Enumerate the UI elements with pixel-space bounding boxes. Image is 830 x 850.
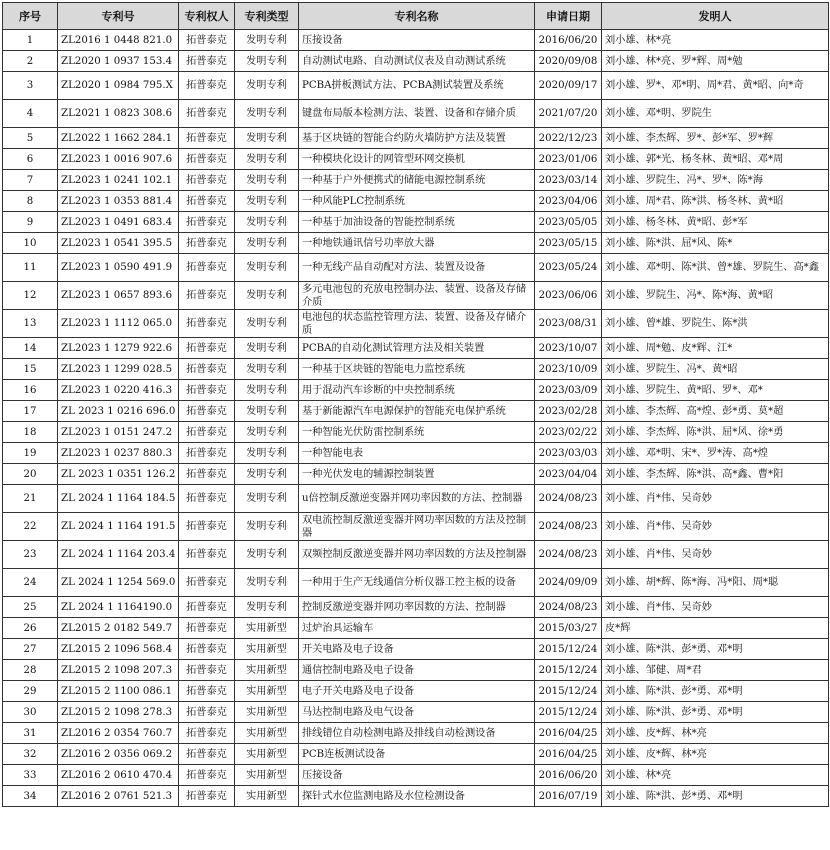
cell-no: 22 <box>3 513 58 541</box>
cell-type: 发明专利 <box>235 170 299 191</box>
cell-inventors: 刘小雄、李杰辉、高*煌、彭*勇、莫*超 <box>602 401 829 422</box>
cell-no: 33 <box>3 765 58 786</box>
cell-owner: 拓普泰克 <box>179 639 235 660</box>
cell-patent-no: ZL2016 1 0448 821.0 <box>58 30 179 51</box>
cell-no: 10 <box>3 233 58 254</box>
cell-type: 发明专利 <box>235 30 299 51</box>
cell-owner: 拓普泰克 <box>179 170 235 191</box>
cell-date: 2023/10/07 <box>535 338 602 359</box>
cell-inventors: 刘小雄、胡*辉、陈*海、冯*阳、周*聪 <box>602 569 829 597</box>
cell-inventors: 刘小雄、肖*伟、吴奇妙 <box>602 541 829 569</box>
cell-name: 电池包的状态监控管理方法、装置、设备及存储介质 <box>299 310 535 338</box>
table-row <box>3 282 829 310</box>
cell-inventors: 刘小雄、邓*明、宋*、罗*涛、高*煌 <box>602 443 829 464</box>
table-row <box>3 541 829 569</box>
header-patent-no: 专利号 <box>58 3 179 30</box>
cell-inventors: 刘小雄、罗院生、冯*、黄*昭 <box>602 359 829 380</box>
cell-type: 发明专利 <box>235 128 299 149</box>
cell-type: 实用新型 <box>235 660 299 681</box>
cell-patent-no: ZL2015 2 1098 207.3 <box>58 660 179 681</box>
cell-name: 一种无线产品自动配对方法、装置及设备 <box>299 254 535 282</box>
table-row <box>3 786 829 807</box>
cell-no: 6 <box>3 149 58 170</box>
cell-no: 19 <box>3 443 58 464</box>
cell-inventors: 刘小雄、肖*伟、吴奇妙 <box>602 485 829 513</box>
table-row <box>3 485 829 513</box>
cell-owner: 拓普泰克 <box>179 380 235 401</box>
table-row <box>3 254 829 282</box>
cell-name: 压接设备 <box>299 765 535 786</box>
table-row <box>3 212 829 233</box>
cell-no: 18 <box>3 422 58 443</box>
header-name: 专利名称 <box>299 3 535 30</box>
cell-no: 7 <box>3 170 58 191</box>
cell-owner: 拓普泰克 <box>179 212 235 233</box>
table-row <box>3 422 829 443</box>
cell-inventors: 刘小雄、邓*明、陈*洪、曾*雄、罗院生、高*鑫 <box>602 254 829 282</box>
table-row <box>3 100 829 128</box>
cell-type: 实用新型 <box>235 681 299 702</box>
patent-table <box>2 2 829 807</box>
cell-inventors: 刘小雄、陈*洪、屈*风、陈* <box>602 233 829 254</box>
table-row <box>3 597 829 618</box>
table-row <box>3 443 829 464</box>
cell-inventors: 刘小雄、杨冬林、黄*昭、彭*军 <box>602 212 829 233</box>
cell-no: 4 <box>3 100 58 128</box>
cell-inventors: 刘小雄、罗院生、黄*昭、罗*、邓* <box>602 380 829 401</box>
cell-type: 发明专利 <box>235 72 299 100</box>
cell-owner: 拓普泰克 <box>179 401 235 422</box>
table-row <box>3 310 829 338</box>
cell-owner: 拓普泰克 <box>179 765 235 786</box>
cell-patent-no: ZL2015 2 0182 549.7 <box>58 618 179 639</box>
table-row <box>3 128 829 149</box>
cell-no: 2 <box>3 51 58 72</box>
cell-inventors: 刘小雄、罗*、邓*明、周*君、黄*昭、向*奇 <box>602 72 829 100</box>
cell-owner: 拓普泰克 <box>179 541 235 569</box>
cell-no: 17 <box>3 401 58 422</box>
cell-inventors: 刘小雄、陈*洪、彭*勇、邓*明 <box>602 681 829 702</box>
cell-type: 发明专利 <box>235 443 299 464</box>
cell-date: 2023/02/22 <box>535 422 602 443</box>
cell-date: 2023/02/28 <box>535 401 602 422</box>
cell-type: 实用新型 <box>235 744 299 765</box>
table-row <box>3 233 829 254</box>
cell-name: 自动测试电路、自动测试仪表及自动测试系统 <box>299 51 535 72</box>
cell-type: 实用新型 <box>235 786 299 807</box>
cell-owner: 拓普泰克 <box>179 681 235 702</box>
cell-type: 发明专利 <box>235 569 299 597</box>
cell-type: 发明专利 <box>235 51 299 72</box>
cell-inventors: 刘小雄、李杰辉、陈*洪、高*鑫、曹*阳 <box>602 464 829 485</box>
cell-no: 21 <box>3 485 58 513</box>
cell-name: 一种光伏发电的辅源控制装置 <box>299 464 535 485</box>
cell-type: 发明专利 <box>235 149 299 170</box>
table-row <box>3 744 829 765</box>
cell-date: 2023/03/03 <box>535 443 602 464</box>
cell-patent-no: ZL 2024 1 1254 569.0 <box>58 569 179 597</box>
header-no: 序号 <box>3 3 58 30</box>
cell-patent-no: ZL 2023 1 0351 126.2 <box>58 464 179 485</box>
cell-owner: 拓普泰克 <box>179 597 235 618</box>
cell-name: 一种基于户外便携式的储能电源控制系统 <box>299 170 535 191</box>
cell-date: 2021/07/20 <box>535 100 602 128</box>
cell-date: 2020/09/17 <box>535 72 602 100</box>
cell-patent-no: ZL2023 1 0016 907.6 <box>58 149 179 170</box>
table-row <box>3 359 829 380</box>
cell-patent-no: ZL2020 1 0984 795.X <box>58 72 179 100</box>
cell-inventors: 刘小雄、皮*辉、林*亮 <box>602 723 829 744</box>
cell-owner: 拓普泰克 <box>179 128 235 149</box>
cell-no: 5 <box>3 128 58 149</box>
cell-type: 发明专利 <box>235 338 299 359</box>
table-row <box>3 338 829 359</box>
header-inventors: 发明人 <box>602 3 829 30</box>
cell-owner: 拓普泰克 <box>179 618 235 639</box>
cell-patent-no: ZL2023 1 0151 247.2 <box>58 422 179 443</box>
cell-no: 9 <box>3 212 58 233</box>
cell-patent-no: ZL2016 2 0610 470.4 <box>58 765 179 786</box>
cell-no: 23 <box>3 541 58 569</box>
table-row <box>3 618 829 639</box>
cell-name: 双电流控制反激逆变器并网功率因数的方法及控制器 <box>299 513 535 541</box>
cell-type: 发明专利 <box>235 191 299 212</box>
table-row <box>3 639 829 660</box>
table-row <box>3 681 829 702</box>
cell-no: 25 <box>3 597 58 618</box>
cell-owner: 拓普泰克 <box>179 149 235 170</box>
table-header <box>3 3 829 30</box>
cell-patent-no: ZL2023 1 0237 880.3 <box>58 443 179 464</box>
cell-owner: 拓普泰克 <box>179 51 235 72</box>
cell-owner: 拓普泰克 <box>179 72 235 100</box>
cell-name: 马达控制电路及电气设备 <box>299 702 535 723</box>
cell-date: 2015/12/24 <box>535 702 602 723</box>
cell-patent-no: ZL2023 1 0220 416.3 <box>58 380 179 401</box>
cell-owner: 拓普泰克 <box>179 702 235 723</box>
cell-name: 一种基于区块链的智能电力监控系统 <box>299 359 535 380</box>
cell-date: 2016/06/20 <box>535 30 602 51</box>
cell-no: 15 <box>3 359 58 380</box>
cell-type: 实用新型 <box>235 702 299 723</box>
cell-date: 2023/05/05 <box>535 212 602 233</box>
cell-no: 32 <box>3 744 58 765</box>
table-row <box>3 702 829 723</box>
cell-date: 2023/04/06 <box>535 191 602 212</box>
cell-type: 发明专利 <box>235 380 299 401</box>
cell-date: 2023/05/15 <box>535 233 602 254</box>
cell-name: PCBA拼板测试方法、PCBA测试装置及系统 <box>299 72 535 100</box>
cell-type: 发明专利 <box>235 282 299 310</box>
cell-name: 一种基于加油设备的智能控制系统 <box>299 212 535 233</box>
cell-name: 通信控制电路及电子设备 <box>299 660 535 681</box>
table-row <box>3 569 829 597</box>
cell-date: 2023/05/24 <box>535 254 602 282</box>
cell-owner: 拓普泰克 <box>179 744 235 765</box>
cell-inventors: 刘小雄、曾*雄、罗院生、陈*洪 <box>602 310 829 338</box>
cell-patent-no: ZL 2024 1 1164 203.4 <box>58 541 179 569</box>
cell-owner: 拓普泰克 <box>179 310 235 338</box>
cell-patent-no: ZL2023 1 0241 102.1 <box>58 170 179 191</box>
cell-name: 一种模块化设计的网管型环网交换机 <box>299 149 535 170</box>
cell-date: 2016/04/25 <box>535 723 602 744</box>
cell-owner: 拓普泰克 <box>179 513 235 541</box>
cell-name: 一种用于生产无线通信分析仪器工控主板的设备 <box>299 569 535 597</box>
table-body <box>3 30 829 807</box>
cell-date: 2015/12/24 <box>535 639 602 660</box>
cell-name: 用于混动汽车诊断的中央控制系统 <box>299 380 535 401</box>
cell-owner: 拓普泰克 <box>179 485 235 513</box>
cell-name: 键盘布局版本检测方法、装置、设备和存储介质 <box>299 100 535 128</box>
cell-patent-no: ZL 2024 1 1164 191.5 <box>58 513 179 541</box>
cell-type: 实用新型 <box>235 639 299 660</box>
cell-owner: 拓普泰克 <box>179 660 235 681</box>
cell-owner: 拓普泰克 <box>179 338 235 359</box>
cell-date: 2023/04/04 <box>535 464 602 485</box>
cell-owner: 拓普泰克 <box>179 191 235 212</box>
cell-name: 控制反激逆变器并网功率因数的方法、控制器 <box>299 597 535 618</box>
cell-patent-no: ZL 2023 1 0216 696.0 <box>58 401 179 422</box>
cell-type: 发明专利 <box>235 100 299 128</box>
cell-type: 发明专利 <box>235 464 299 485</box>
cell-name: 压接设备 <box>299 30 535 51</box>
cell-patent-no: ZL2023 1 0590 491.9 <box>58 254 179 282</box>
cell-date: 2024/08/23 <box>535 541 602 569</box>
cell-owner: 拓普泰克 <box>179 282 235 310</box>
cell-name: 排线错位自动检测电路及排线自动检测设备 <box>299 723 535 744</box>
cell-date: 2023/01/06 <box>535 149 602 170</box>
cell-date: 2016/06/20 <box>535 765 602 786</box>
cell-name: 过炉治具运输车 <box>299 618 535 639</box>
cell-patent-no: ZL2015 2 1100 086.1 <box>58 681 179 702</box>
table-row <box>3 464 829 485</box>
cell-owner: 拓普泰克 <box>179 786 235 807</box>
cell-inventors: 皮*辉 <box>602 618 829 639</box>
cell-no: 20 <box>3 464 58 485</box>
cell-no: 3 <box>3 72 58 100</box>
cell-inventors: 刘小雄、李杰辉、罗*、彭*军、罗*辉 <box>602 128 829 149</box>
cell-no: 1 <box>3 30 58 51</box>
cell-date: 2024/08/23 <box>535 513 602 541</box>
cell-type: 实用新型 <box>235 723 299 744</box>
cell-name: PCB连板测试设备 <box>299 744 535 765</box>
cell-type: 实用新型 <box>235 618 299 639</box>
cell-name: 一种智能光伏防雷控制系统 <box>299 422 535 443</box>
cell-name: 开关电路及电子设备 <box>299 639 535 660</box>
cell-date: 2022/12/23 <box>535 128 602 149</box>
cell-type: 实用新型 <box>235 765 299 786</box>
cell-patent-no: ZL2016 2 0761 521.3 <box>58 786 179 807</box>
cell-name: PCBA的自动化测试管理方法及相关装置 <box>299 338 535 359</box>
cell-type: 发明专利 <box>235 597 299 618</box>
cell-name: 多元电池包的充放电控制办法、装置、设备及存储介质 <box>299 282 535 310</box>
cell-no: 26 <box>3 618 58 639</box>
cell-date: 2015/12/24 <box>535 660 602 681</box>
cell-no: 11 <box>3 254 58 282</box>
cell-name: 探针式水位监测电路及水位检测设备 <box>299 786 535 807</box>
cell-date: 2023/08/31 <box>535 310 602 338</box>
cell-date: 2015/12/24 <box>535 681 602 702</box>
cell-date: 2023/03/09 <box>535 380 602 401</box>
cell-no: 16 <box>3 380 58 401</box>
cell-patent-no: ZL2023 1 0353 881.4 <box>58 191 179 212</box>
cell-date: 2023/03/14 <box>535 170 602 191</box>
cell-inventors: 刘小雄、周*君、陈*洪、杨冬林、黄*昭 <box>602 191 829 212</box>
cell-patent-no: ZL2015 2 1096 568.4 <box>58 639 179 660</box>
cell-type: 发明专利 <box>235 401 299 422</box>
cell-owner: 拓普泰克 <box>179 422 235 443</box>
cell-type: 发明专利 <box>235 212 299 233</box>
cell-date: 2023/06/06 <box>535 282 602 310</box>
cell-inventors: 刘小雄、周*勉、皮*辉、江* <box>602 338 829 359</box>
cell-inventors: 刘小雄、皮*辉、林*亮 <box>602 744 829 765</box>
table-row <box>3 380 829 401</box>
cell-no: 29 <box>3 681 58 702</box>
cell-name: u倍控制反激逆变器并网功率因数的方法、控制器 <box>299 485 535 513</box>
cell-inventors: 刘小雄、邓*明、罗院生 <box>602 100 829 128</box>
cell-patent-no: ZL2023 1 1279 922.6 <box>58 338 179 359</box>
table-row <box>3 723 829 744</box>
cell-inventors: 刘小雄、林*亮 <box>602 30 829 51</box>
cell-owner: 拓普泰克 <box>179 100 235 128</box>
cell-owner: 拓普泰克 <box>179 30 235 51</box>
cell-type: 发明专利 <box>235 513 299 541</box>
cell-date: 2023/10/09 <box>535 359 602 380</box>
cell-date: 2024/09/09 <box>535 569 602 597</box>
table-row <box>3 765 829 786</box>
cell-inventors: 刘小雄、林*亮 <box>602 765 829 786</box>
cell-patent-no: ZL2020 1 0937 153.4 <box>58 51 179 72</box>
header-row <box>3 3 829 30</box>
cell-no: 31 <box>3 723 58 744</box>
table-row <box>3 660 829 681</box>
cell-owner: 拓普泰克 <box>179 359 235 380</box>
header-type: 专利类型 <box>235 3 299 30</box>
cell-no: 34 <box>3 786 58 807</box>
cell-name: 电子开关电路及电子设备 <box>299 681 535 702</box>
cell-date: 2015/03/27 <box>535 618 602 639</box>
cell-patent-no: ZL2023 1 1112 065.0 <box>58 310 179 338</box>
cell-inventors: 刘小雄、肖*伟、吴奇妙 <box>602 513 829 541</box>
cell-patent-no: ZL2021 1 0823 308.6 <box>58 100 179 128</box>
header-owner: 专利权人 <box>179 3 235 30</box>
cell-patent-no: ZL2023 1 0657 893.6 <box>58 282 179 310</box>
cell-type: 发明专利 <box>235 422 299 443</box>
cell-inventors: 刘小雄、陈*洪、彭*勇、邓*明 <box>602 786 829 807</box>
cell-no: 30 <box>3 702 58 723</box>
table-row <box>3 401 829 422</box>
header-date: 申请日期 <box>535 3 602 30</box>
table-row <box>3 72 829 100</box>
cell-name: 一种智能电表 <box>299 443 535 464</box>
cell-patent-no: ZL2016 2 0354 760.7 <box>58 723 179 744</box>
cell-owner: 拓普泰克 <box>179 443 235 464</box>
cell-type: 发明专利 <box>235 359 299 380</box>
cell-no: 28 <box>3 660 58 681</box>
cell-no: 8 <box>3 191 58 212</box>
cell-inventors: 刘小雄、李杰辉、陈*洪、屈*风、徐*勇 <box>602 422 829 443</box>
cell-date: 2016/07/19 <box>535 786 602 807</box>
cell-patent-no: ZL2015 2 1098 278.3 <box>58 702 179 723</box>
cell-patent-no: ZL2023 1 0491 683.4 <box>58 212 179 233</box>
cell-patent-no: ZL 2024 1 1164190.0 <box>58 597 179 618</box>
table-row <box>3 149 829 170</box>
table-row <box>3 30 829 51</box>
cell-no: 14 <box>3 338 58 359</box>
cell-type: 发明专利 <box>235 254 299 282</box>
table-row <box>3 170 829 191</box>
cell-patent-no: ZL2016 2 0356 069.2 <box>58 744 179 765</box>
cell-date: 2016/04/25 <box>535 744 602 765</box>
cell-name: 基于新能源汽车电源保护的智能充电保护系统 <box>299 401 535 422</box>
cell-type: 发明专利 <box>235 541 299 569</box>
cell-patent-no: ZL2023 1 0541 395.5 <box>58 233 179 254</box>
cell-no: 24 <box>3 569 58 597</box>
cell-owner: 拓普泰克 <box>179 569 235 597</box>
cell-inventors: 刘小雄、陈*洪、彭*勇、邓*明 <box>602 639 829 660</box>
cell-patent-no: ZL2022 1 1662 284.1 <box>58 128 179 149</box>
table-row <box>3 191 829 212</box>
cell-name: 双频控制反激逆变器并网功率因数的方法及控制器 <box>299 541 535 569</box>
cell-inventors: 刘小雄、罗院生、冯*、陈*海、黄*昭 <box>602 282 829 310</box>
cell-owner: 拓普泰克 <box>179 464 235 485</box>
cell-inventors: 刘小雄、陈*洪、彭*勇、邓*明 <box>602 702 829 723</box>
cell-no: 13 <box>3 310 58 338</box>
table-row <box>3 513 829 541</box>
cell-owner: 拓普泰克 <box>179 723 235 744</box>
cell-name: 基于区块链的智能合约防火墙防护方法及装置 <box>299 128 535 149</box>
cell-date: 2024/08/23 <box>535 597 602 618</box>
cell-no: 27 <box>3 639 58 660</box>
cell-type: 发明专利 <box>235 485 299 513</box>
cell-inventors: 刘小雄、郭*光、杨冬林、黄*昭、邓*周 <box>602 149 829 170</box>
table-row <box>3 51 829 72</box>
cell-type: 发明专利 <box>235 310 299 338</box>
cell-owner: 拓普泰克 <box>179 233 235 254</box>
cell-date: 2024/08/23 <box>535 485 602 513</box>
cell-owner: 拓普泰克 <box>179 254 235 282</box>
cell-name: 一种地铁通讯信号功率放大器 <box>299 233 535 254</box>
cell-patent-no: ZL 2024 1 1164 184.5 <box>58 485 179 513</box>
cell-type: 发明专利 <box>235 233 299 254</box>
cell-inventors: 刘小雄、邹健、周*君 <box>602 660 829 681</box>
cell-date: 2020/09/08 <box>535 51 602 72</box>
cell-name: 一种风能PLC控制系统 <box>299 191 535 212</box>
cell-inventors: 刘小雄、罗院生、冯*、罗*、陈*海 <box>602 170 829 191</box>
cell-patent-no: ZL2023 1 1299 028.5 <box>58 359 179 380</box>
cell-inventors: 刘小雄、肖*伟、吴奇妙 <box>602 597 829 618</box>
cell-inventors: 刘小雄、林*亮、罗*辉、周*勉 <box>602 51 829 72</box>
cell-no: 12 <box>3 282 58 310</box>
